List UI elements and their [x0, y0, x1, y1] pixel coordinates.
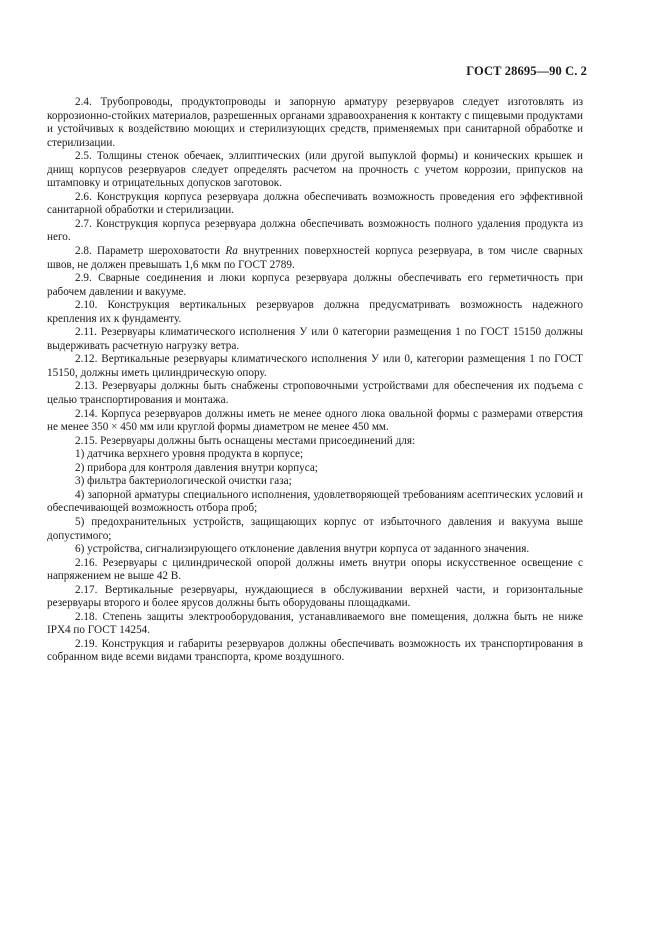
paragraph-2-19: 2.19. Конструкция и габариты резервуаров должны обеспечивать возможность их транспортирования в собранном виде всеми видами транспорта, кроме воздушного. [47, 637, 583, 664]
paragraph-2-4: 2.4. Трубопроводы, продуктопроводы и запорную арматуру резервуаров следует изготовлять из коррозионно-стойких материалов, разрешенных органами здравоохранения к контакту с пищевыми продуктами и устойчивых к воздействию моющих и стерилизующих средств, применяемых при санитарной обработке и стерилизации. [47, 96, 583, 149]
paragraph-2-15: 2.15. Резервуары должны быть оснащены местами присоединений для: [75, 434, 416, 447]
paragraph-2-9: 2.9. Сварные соединения и люки корпуса резервуара должны обеспечивать его герметичность при рабочем давлении и вакууме. [47, 272, 583, 298]
paragraph-2-8: 2.8. Параметр шероховатости Ra внутренних поверхностей корпуса резервуара, в том числе сварных швов, не должен превышать 1,6 мкм по ГОСТ 2789. [47, 245, 583, 271]
paragraph-2-14: 2.14. Корпуса резервуаров должны иметь не менее одного люка овальной формы с размерами отверстия не менее 350 × 450 мм или круглой формы диаметром не менее 450 мм. [47, 407, 583, 434]
list-item-5: 5) предохранительных устройств, защищающих корпус от избыточного давления и вакуума выше допустимого; [47, 515, 583, 542]
list-item-6: 6) устройства, сигнализирующего отклонение давления внутри корпуса от заданного значения. [75, 543, 530, 556]
paragraph-2-17: 2.17. Вертикальные резервуары, нуждающиеся в обслуживании верхней части, и горизонтальные резервуары второго и более ярусов должны быть оборудованы площадками. [47, 583, 583, 610]
paragraph-2-18: 2.18. Степень защиты электрооборудования, устанавливаемого вне помещения, должна быть не ниже IPX4 по ГОСТ 14254. [47, 610, 583, 637]
list-item-3: 3) фильтра бактериологической очистки газа; [75, 475, 292, 488]
list-item-1: 1) датчика верхнего уровня продукта в корпусе; [75, 448, 304, 461]
paragraph-2-10: 2.10. Конструкция вертикальных резервуаров должна предусматривать возможность надежного крепления их к фундаменту. [47, 299, 583, 325]
paragraph-2-6: 2.6. Конструкция корпуса резервуара должна обеспечивать возможность проведения его эффективной санитарной обработки и стерилизации. [47, 190, 583, 217]
list-item-2: 2) прибора для контроля давления внутри корпуса; [75, 461, 318, 474]
roughness-symbol: Ra [225, 245, 238, 258]
list-item-4: 4) запорной арматуры специального исполнения, удовлетворяющей требованиям асептических условий и обеспечивающей возможность отбора проб; [47, 488, 583, 515]
paragraph-2-16: 2.16. Резервуары с цилиндрической опорой должны иметь внутри опоры искусственное освещение с напряжением не выше 42 В. [47, 556, 583, 583]
page-header: ГОСТ 28695—90 С. 2 [466, 64, 587, 78]
document-body [47, 96, 583, 665]
paragraph-2-13: 2.13. Резервуары должны быть снабжены строповочными устройствами для обеспечения их подъема с целью транспортирования и монтажа. [47, 380, 583, 407]
paragraph-2-5: 2.5. Толщины стенок обечаек, эллиптических (или другой выпуклой формы) и конических крышек и днищ корпусов резервуаров следует определять расчетом на прочность с учетом коррозии, припусков на штамповку и отрицательных допусков заготовок. [47, 150, 583, 190]
paragraph-2-11: 2.11. Резервуары климатического исполнения У или 0 категории размещения 1 по ГОСТ 15150 должны выдерживать расчетную нагрузку ветра. [47, 326, 583, 352]
paragraph-2-7: 2.7. Конструкция корпуса резервуара должна обеспечивать возможность полного удаления продукта из него. [47, 217, 583, 244]
paragraph-2-12: 2.12. Вертикальные резервуары климатического исполнения У или 0, категории размещения 1 по ГОСТ 15150, должны иметь цилиндрическую опору. [47, 353, 583, 379]
